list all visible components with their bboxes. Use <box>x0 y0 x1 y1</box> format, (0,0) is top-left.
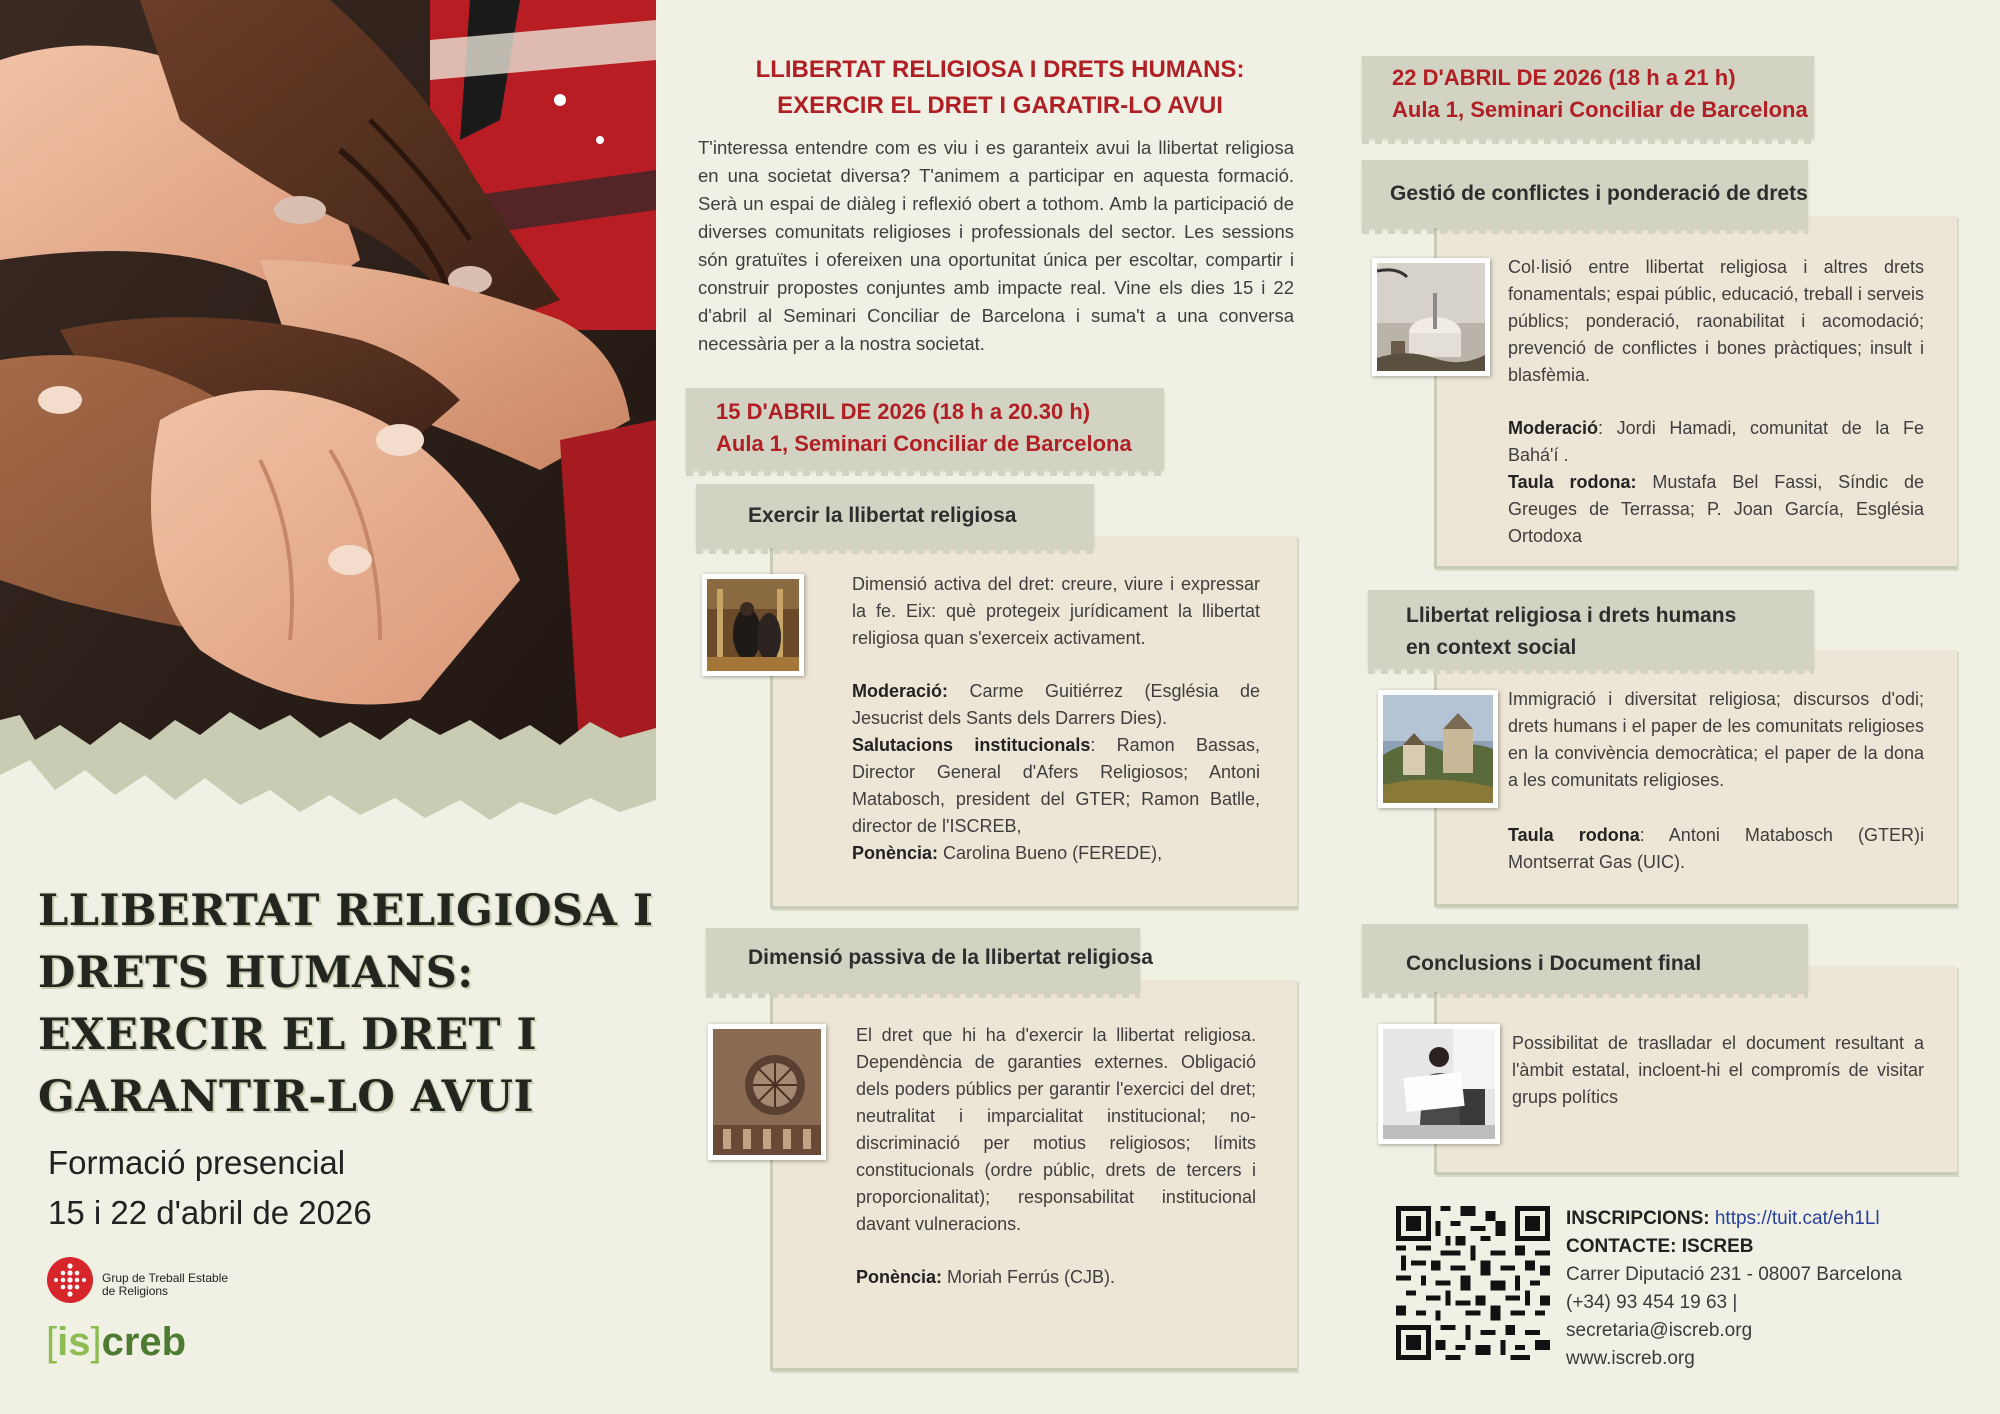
intro-title-line: EXERCIR EL DRET I GARATIR-LO AVUI <box>777 92 1223 119</box>
intro-title <box>690 52 1310 124</box>
session-description <box>1508 686 1924 876</box>
contact-label: CONTACTE: ISCREB <box>1566 1236 1754 1257</box>
session-title-line: Llibertat religiosa i drets humans <box>1406 604 1737 627</box>
session-moderation <box>1508 415 1924 469</box>
session-description <box>1512 1030 1924 1111</box>
event-subtitle <box>48 1138 372 1238</box>
registration-line <box>1566 1205 1902 1233</box>
session-title: Dimensió passiva de la llibertat religiosa <box>748 946 1153 969</box>
iscreb-logo-bracket: ] <box>90 1320 102 1364</box>
session-title-label <box>696 484 1094 548</box>
day1-date: 15 D'ABRIL DE 2026 (18 h a 20.30 h) <box>716 399 1091 424</box>
session-photo <box>1372 258 1490 376</box>
session-title <box>1406 600 1736 664</box>
roundtable-label: Taula rodona: <box>1508 472 1637 492</box>
day1-place: Aula 1, Seminari Conciliar de Barcelona <box>716 431 1132 456</box>
roundtable-label: Taula rodona <box>1508 825 1640 845</box>
contact-phone: (+34) 93 454 19 63 | <box>1566 1292 1738 1313</box>
session-talk <box>856 1264 1256 1291</box>
iscreb-logo-is: is <box>57 1320 91 1364</box>
session-title: Conclusions i Document final <box>1406 952 1702 975</box>
session-photo <box>1378 1024 1500 1144</box>
iscreb-logo <box>46 1320 186 1365</box>
intro-title-line: LLIBERTAT RELIGIOSA I DRETS HUMANS: <box>755 56 1245 83</box>
main-title-line: GARANTIR-LO AVUI <box>38 1072 535 1122</box>
training-type: Formació presencial <box>48 1144 346 1181</box>
contact-email[interactable]: secretaria@iscreb.org <box>1566 1320 1753 1341</box>
session-title-label <box>1362 160 1808 228</box>
session-description <box>852 571 1260 867</box>
roundtable-value: : Antoni Matabosch (GTER)i Montserrat Gas (UIC). <box>1508 825 1924 872</box>
greetings-value: : Ramon Bassas, Director General d'Afers Religiosos; Antoni Matabosch, president del GTER; Ramon Batlle, director de l'ISCREB, <box>852 735 1260 836</box>
session-moderation <box>852 678 1260 732</box>
talk-label: Ponència: <box>856 1267 943 1287</box>
gter-logo-line: de Religions <box>102 1284 169 1298</box>
session-description <box>1508 254 1924 550</box>
contact-block <box>1566 1205 1902 1373</box>
qr-code-icon[interactable] <box>1396 1206 1550 1360</box>
session-roundtable <box>1508 822 1924 876</box>
intro-text: T'interessa entendre com es viu i es garanteix avui la llibertat religiosa en una societat diversa? T'animem a participar en aquesta formació. Serà un espai de diàleg i reflexió obert a tothom. Amb la participació de diverses comunitats religioses i professionals del sector. Les sessions són gratuïtes i ofereixen una oportunitat única per escoltar, compartir i construir propostes conjuntes amb impacte real. Vine els dies 15 i 22 d'abril al Seminari Conciliar de Barcelona i suma't a una conversa necessària per a la nostra societat. <box>698 137 1294 354</box>
gter-logo-text <box>102 1272 228 1298</box>
main-title-line: DRETS HUMANS: <box>38 948 474 998</box>
moderation-label: Moderació: <box>852 681 949 701</box>
moderation-value: : Jordi Hamadi, comunitat de la Fe Bahá'í . <box>1508 418 1924 465</box>
roundtable-value: Mustafa Bel Fassi, Síndic de Greuges de Terrassa; P. Joan García, Església Ortodoxa <box>1508 472 1924 546</box>
session-description <box>856 1022 1256 1291</box>
iscreb-logo-creb: creb <box>101 1320 187 1364</box>
session-talk <box>852 840 1260 867</box>
talk-value: Moriah Ferrús (CJB). <box>942 1267 1116 1287</box>
main-title-line: EXERCIR EL DRET I <box>38 1010 538 1060</box>
session-title: Gestió de conflictes i ponderació de drets <box>1390 182 1808 205</box>
day2-date-label <box>1362 56 1814 138</box>
day1-date-label <box>686 388 1164 470</box>
session-desc-text: Possibilitat de traslladar el document resultant a l'àmbit estatal, incloent-hi el compromís de visitar grups polítics <box>1512 1033 1924 1107</box>
session-title-label <box>1362 924 1808 992</box>
session-roundtable <box>1508 469 1924 550</box>
moderation-value: Carme Guitiérrez (Església de Jesucrist dels Sants dels Darrers Dies). <box>852 681 1260 728</box>
session-desc-text: Col·lisió entre llibertat religiosa i altres drets fonamentals; espai públic, educació, treball i serveis públics; ponderació, raonabilitat i acomodació; prevenció de conflictes i bones pràctiques; insult i blasfèmia. <box>1508 257 1924 385</box>
day2-date: 22 D'ABRIL DE 2026 (18 h a 21 h) <box>1392 65 1736 90</box>
session-photo <box>702 574 804 676</box>
session-title: Exercir la llibertat religiosa <box>748 504 1017 527</box>
session-desc-text: Dimensió activa del dret: creure, viure i expressar la fe. Eix: què protegeix jurídicament la llibertat religiosa quan s'exerceix activament. <box>852 574 1260 648</box>
gter-logo <box>46 1256 94 1309</box>
session-title-line: en context social <box>1406 636 1577 659</box>
contact-website[interactable]: www.iscreb.org <box>1566 1348 1695 1369</box>
main-event-title <box>38 880 654 1128</box>
day2-place: Aula 1, Seminari Conciliar de Barcelona <box>1392 97 1808 122</box>
session-photo <box>1378 690 1498 808</box>
session-desc-text: El dret que hi ha d'exercir la llibertat religiosa. Dependència de garanties externes. Obligació dels poders públics per garantir l'exercici del dret; neutralitat i imparcialitat institucional; no-discriminació per motius religiosos; límits constitucionals (ordre públic, drets de tercers i proporcionalitat); responsabilitat institucional davant vulneracions. <box>856 1025 1256 1234</box>
registration-label: INSCRIPCIONS: <box>1566 1208 1710 1229</box>
gter-logo-line: Grup de Treball Estable <box>102 1271 229 1285</box>
session-photo <box>708 1024 826 1160</box>
session-desc-text: Immigració i diversitat religiosa; discursos d'odi; drets humans i el paper de les comunitats religioses en la convivència democràtica; el paper de la dona a les comunitats religioses. <box>1508 689 1924 790</box>
hero-hands-photo <box>0 0 656 850</box>
greetings-label: Salutacions institucionals <box>852 735 1091 755</box>
talk-value: Carolina Bueno (FEREDE), <box>938 843 1163 863</box>
talk-label: Ponència: <box>852 843 939 863</box>
contact-address: Carrer Diputació 231 - 08007 Barcelona <box>1566 1264 1902 1285</box>
session-title-label <box>706 928 1153 992</box>
session-title-label <box>1368 590 1814 668</box>
moderation-label: Moderació <box>1508 418 1599 438</box>
gter-logo-icon <box>46 1256 94 1304</box>
main-title-line: LLIBERTAT RELIGIOSA I <box>38 886 654 936</box>
session-greetings <box>852 732 1260 840</box>
registration-link[interactable]: https://tuit.cat/eh1Ll <box>1714 1208 1880 1229</box>
event-dates: 15 i 22 d'abril de 2026 <box>48 1194 372 1231</box>
iscreb-logo-bracket: [ <box>46 1320 58 1364</box>
